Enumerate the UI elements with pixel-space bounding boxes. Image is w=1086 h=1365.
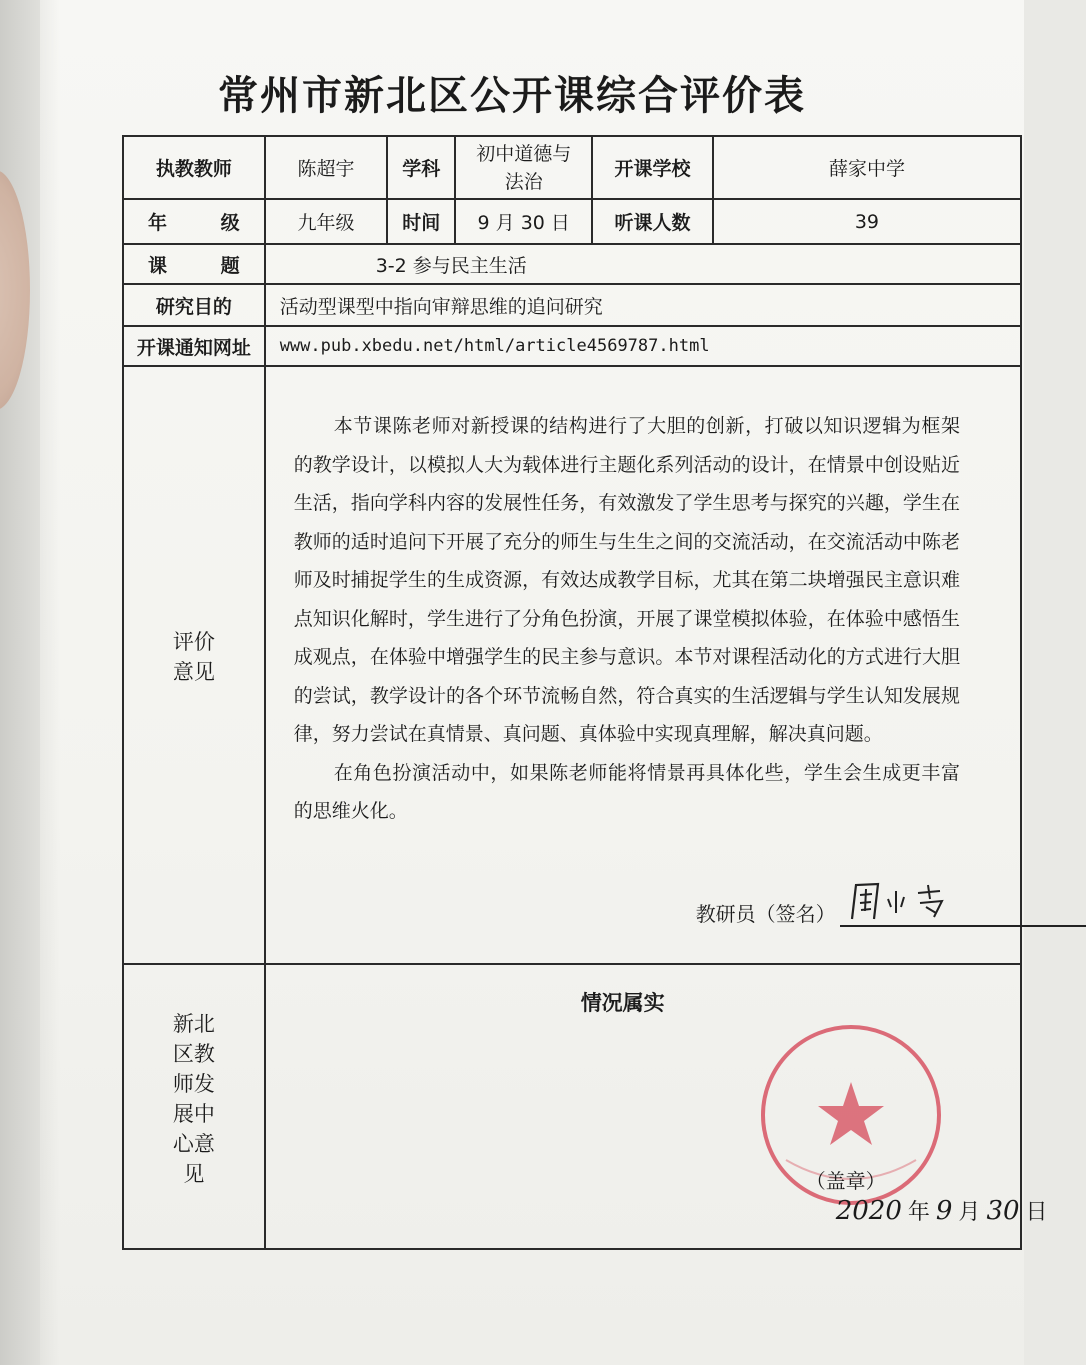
purpose-value: 活动型课型中指向审辩思维的追问研究	[265, 284, 1021, 326]
subject-value-text: 初中道德与法治	[476, 142, 572, 193]
center-opinion-text: 情况属实	[580, 991, 665, 1015]
grade-label-a: 年	[148, 212, 168, 234]
teacher-value: 陈超宇	[265, 136, 388, 199]
time-value: 9 月 30 日	[455, 199, 592, 244]
row-center	[123, 964, 1021, 1249]
audience-label: 听课人数	[592, 199, 713, 244]
grade-label-b: 级	[220, 212, 240, 234]
date-day: 30	[986, 1196, 1020, 1226]
audience-value: 39	[713, 199, 1021, 244]
url-label: 开课通知网址	[123, 326, 265, 366]
url-value: www.pub.xbedu.net/html/article4569787.html	[265, 326, 1021, 366]
topic-label-a: 课	[148, 254, 168, 277]
stamp-label: （盖章）	[805, 1169, 886, 1193]
row-teacher	[123, 136, 1021, 199]
signature-underline	[840, 895, 1086, 927]
grade-label	[123, 199, 265, 244]
evaluation-label-cell	[123, 366, 265, 964]
signature-line	[696, 895, 1086, 927]
subject-label: 学科	[387, 136, 455, 199]
teacher-label: 执教教师	[123, 136, 265, 199]
date-year: 2020	[835, 1196, 902, 1226]
center-opinion-cell	[265, 964, 1048, 1249]
topic-label-b: 题	[220, 254, 240, 277]
handwritten-signature	[844, 879, 974, 923]
row-purpose	[123, 284, 1021, 326]
school-value: 薛家中学	[713, 136, 1021, 199]
evaluation-form-table	[122, 135, 1048, 1250]
date-line	[836, 1195, 1048, 1226]
school-label: 开课学校	[592, 136, 713, 199]
evaluation-comment-cell	[265, 366, 1021, 964]
form-title: 常州市新北区公开课综合评价表	[218, 73, 806, 119]
subject-value	[455, 136, 592, 199]
evaluation-paragraph-2: 在角色扮演活动中，如果陈老师能将情景再具体化些，学生会生成更丰富的思维火化。	[293, 761, 960, 822]
topic-label	[123, 244, 265, 284]
date-year-unit: 年	[907, 1200, 930, 1225]
evaluation-paragraph-1: 本节课陈老师对新授课的结构进行了大胆的创新，打破以知识逻辑为框架的教学设计，以模拟人大为载体进行主题化系列活动的设计，在情景中创设贴近生活，指向学科内容的发展性任务，有效激发了学生思考与探究的兴趣，学生在教师的适时追问下开展了充分的师生与生生之间的交流活动，在交流活动中陈老师及时捕捉学生的生成资源，有效达成教学目标，尤其在第二块增强民主意识难点知识化解时，学生进行了分角色扮演，开展了课堂模拟体验，在体验中感悟生成观点，在体验中增强学生的民主参与意识。本节对课程活动化的方式进行大胆的尝试，教学设计的各个环节流畅自然，符合真实的生活逻辑与学生认知发展规律，努力尝试在真情景、真问题、真体验中实现真理解，解决真问题。	[293, 415, 960, 745]
row-evaluation	[123, 366, 1021, 964]
row-topic	[123, 244, 1021, 284]
date-day-unit: 日	[1025, 1200, 1048, 1225]
row-url	[123, 326, 1021, 366]
time-label: 时间	[387, 199, 455, 244]
purpose-label: 研究目的	[123, 284, 265, 326]
signature-label: 教研员（签名）	[695, 902, 836, 926]
evaluation-label: 评价意见	[172, 630, 215, 684]
grade-value: 九年级	[265, 199, 388, 244]
row-grade	[123, 199, 1021, 244]
evaluation-comments	[266, 367, 1020, 831]
center-label: 新北区教师发展中心意见	[172, 1012, 215, 1186]
center-label-cell	[123, 964, 265, 1249]
topic-value: 3-2 参与民主生活	[265, 244, 1021, 284]
date-month-unit: 月	[958, 1200, 981, 1225]
date-month: 9	[935, 1196, 953, 1226]
